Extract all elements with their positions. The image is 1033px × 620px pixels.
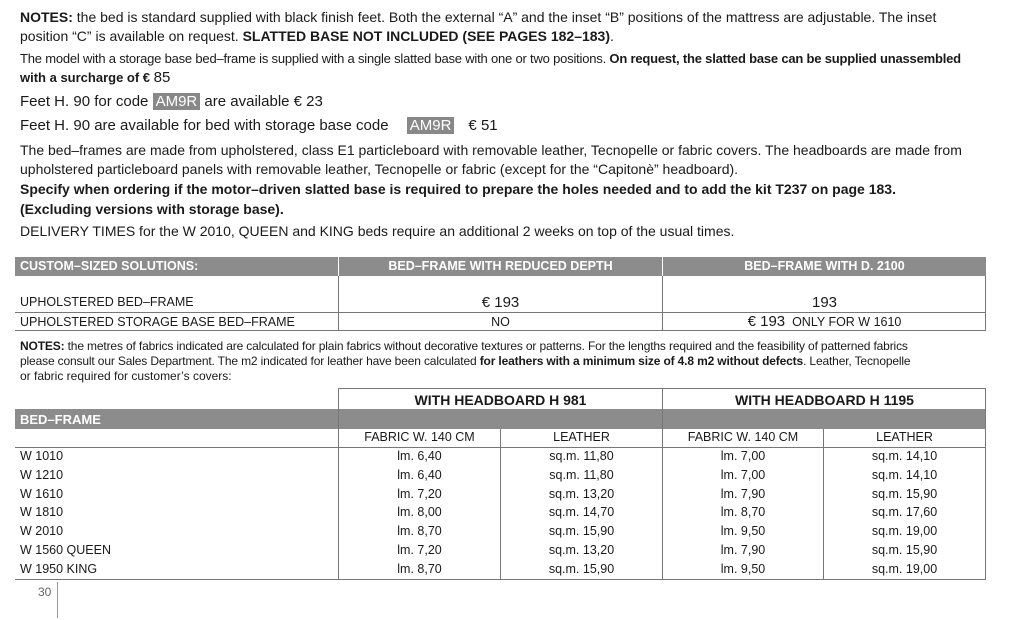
table-cell: lm. 6,40 <box>397 467 442 482</box>
table-cell: lm. 6,40 <box>397 449 442 463</box>
subheader-fabric: FABRIC W. 140 CM <box>364 430 475 444</box>
table-cell: lm. 7,90 <box>720 486 766 501</box>
feet2-text: Feet H. 90 are available for bed with storage base code <box>20 117 393 134</box>
notes-line2-prefix: position “C” is available on request. <box>20 28 243 44</box>
notes2-line2-prefix: please consult our Sales Department. The m2 indicated for leather have been calculated <box>20 354 480 368</box>
bed-frame-model: W 1810 <box>20 505 64 520</box>
notes2-line2-suffix: . Leather, Tecnopelle <box>803 354 911 368</box>
notes2-text: the metres of fabrics indicated are calculated for plain fabrics without decorative textures or patterns. For the lengths required and the feasibility of patterned fabrics <box>64 339 908 353</box>
table-cell: sq.m. 17,60 <box>871 505 938 520</box>
notes-text: the bed is standard supplied with black finish feet. Both the external “A” and the inset “B” positions of the mattress are adjustable. The inset <box>72 9 937 25</box>
surcharge-price: 85 <box>153 69 171 86</box>
table-cell: lm. 9,50 <box>720 561 766 576</box>
desc-bold-1: Specify when ordering if the motor–driven slatted base is required to prepare the holes needed and to add the kit T237 on page 183. <box>20 181 896 197</box>
group-header-h1195: WITH HEADBOARD H 1195 <box>735 392 914 408</box>
row-label: UPHOLSTERED BED–FRAME <box>20 295 194 309</box>
custom-header-label: CUSTOM–SIZED SOLUTIONS: <box>20 259 199 273</box>
feet1-text: Feet H. 90 for code <box>20 93 153 110</box>
notes2-line-1 <box>20 339 908 353</box>
d2100-price: 193 <box>811 294 838 311</box>
feet1-price: 23 <box>306 93 323 110</box>
desc-line-1: The bed–frames are made from upholstered, class E1 particleboard with removable leather, Tecnopelle or fabric covers. The headboards are made from <box>20 142 962 158</box>
d2100-cell <box>663 313 986 331</box>
table-cell: lm. 8,00 <box>397 505 442 520</box>
table-cell: lm. 7,20 <box>397 543 442 557</box>
notes2-line-2 <box>20 354 910 368</box>
reduced-price: € 193 <box>481 294 520 311</box>
table-cell: sq.m. 19,00 <box>871 561 938 576</box>
divider <box>15 579 986 580</box>
page-number: 30 <box>38 585 52 599</box>
table-cell: sq.m. 13,20 <box>548 486 615 501</box>
feet-line-2 <box>20 117 498 134</box>
divider <box>15 447 986 448</box>
bed-frame-model: W 1560 QUEEN <box>20 543 112 557</box>
feet2-price: 51 <box>480 117 498 134</box>
subheader-leather: LEATHER <box>553 430 610 444</box>
bed-frame-model: W 1610 <box>20 486 64 501</box>
table-cell: lm. 7,00 <box>720 449 766 463</box>
slatted-not-included: SLATTED BASE NOT INCLUDED (SEE PAGES 182–183) <box>242 28 611 44</box>
table-cell: lm. 7,00 <box>720 467 766 482</box>
desc-line-2: upholstered particleboard panels with removable leather, Tecnopelle or fabric (except for the “Capitonè” headboard). <box>20 161 739 177</box>
table-cell: sq.m. 14,70 <box>548 505 615 520</box>
feet1-suffix: are available € <box>200 93 307 110</box>
notes-line2-suffix: . <box>610 28 614 44</box>
notes2-bold: for leathers with a minimum size of 4.8 m2 without defects <box>479 354 804 368</box>
notes-line-1 <box>20 9 936 25</box>
divider <box>15 330 986 331</box>
slatted-bold: On request, the slatted base can be supplied unassembled <box>609 51 961 66</box>
bed-frame-model: W 2010 <box>20 524 64 539</box>
feet2-price-prefix: € <box>468 117 481 134</box>
group-header-h981: WITH HEADBOARD H 981 <box>414 392 587 408</box>
notes2-label: NOTES: <box>20 339 65 353</box>
d2100-note: ONLY FOR W 1610 <box>785 315 902 329</box>
table-cell: sq.m. 14,10 <box>871 449 938 463</box>
table-cell: lm. 7,90 <box>720 543 766 557</box>
table-cell: sq.m. 19,00 <box>871 524 938 539</box>
table-cell: sq.m. 13,20 <box>548 543 615 557</box>
slatted-line-1 <box>20 51 961 66</box>
bed-frame-model: W 1210 <box>20 467 64 482</box>
surcharge-label: with a surcharge of € <box>20 70 154 85</box>
bed-frame-header: BED–FRAME <box>20 412 101 427</box>
notes-line-2 <box>20 28 614 44</box>
table-cell: lm. 9,50 <box>720 524 766 539</box>
notes2-line-3: or fabric required for customer’s covers: <box>20 369 232 383</box>
code-badge: AM9R <box>407 117 455 134</box>
d2100-price: € 193 <box>747 313 786 330</box>
table-cell: sq.m. 14,10 <box>871 467 938 482</box>
table-cell: lm. 8,70 <box>720 505 766 520</box>
table-cell: lm. 8,70 <box>397 524 442 539</box>
slatted-text: The model with a storage base bed–frame is supplied with a single slatted base with one or two positions. <box>20 51 610 66</box>
feet-line-1 <box>20 93 323 110</box>
table-cell: sq.m. 11,80 <box>549 467 614 482</box>
table-cell: sq.m. 15,90 <box>548 524 615 539</box>
notes-label: NOTES: <box>20 9 73 25</box>
row-label: UPHOLSTERED STORAGE BASE BED–FRAME <box>20 315 295 329</box>
slatted-line-2 <box>20 69 170 86</box>
table-cell: sq.m. 11,80 <box>549 449 614 463</box>
code-badge: AM9R <box>153 93 201 110</box>
desc-bold-2: (Excluding versions with storage base). <box>20 201 284 217</box>
table-cell: sq.m. 15,90 <box>871 543 938 557</box>
custom-header-reduced: BED–FRAME WITH REDUCED DEPTH <box>388 259 613 273</box>
table-cell: lm. 7,20 <box>397 486 442 501</box>
page-number-divider <box>57 582 58 618</box>
fabric-header-bg <box>15 409 986 429</box>
delivery-times: DELIVERY TIMES for the W 2010, QUEEN and KING beds require an additional 2 weeks on top of the usual times. <box>20 223 735 239</box>
bed-frame-model: W 1950 KING <box>20 561 98 576</box>
subheader-leather: LEATHER <box>876 430 933 444</box>
bed-frame-model: W 1010 <box>20 449 64 463</box>
table-cell: sq.m. 15,90 <box>548 561 615 576</box>
custom-header-d2100: BED–FRAME WITH D. 2100 <box>744 259 905 273</box>
table-cell: lm. 8,70 <box>397 561 442 576</box>
divider <box>985 388 986 580</box>
subheader-fabric: FABRIC W. 140 CM <box>687 430 799 444</box>
reduced-value: NO <box>491 315 510 329</box>
table-cell: sq.m. 15,90 <box>871 486 938 501</box>
